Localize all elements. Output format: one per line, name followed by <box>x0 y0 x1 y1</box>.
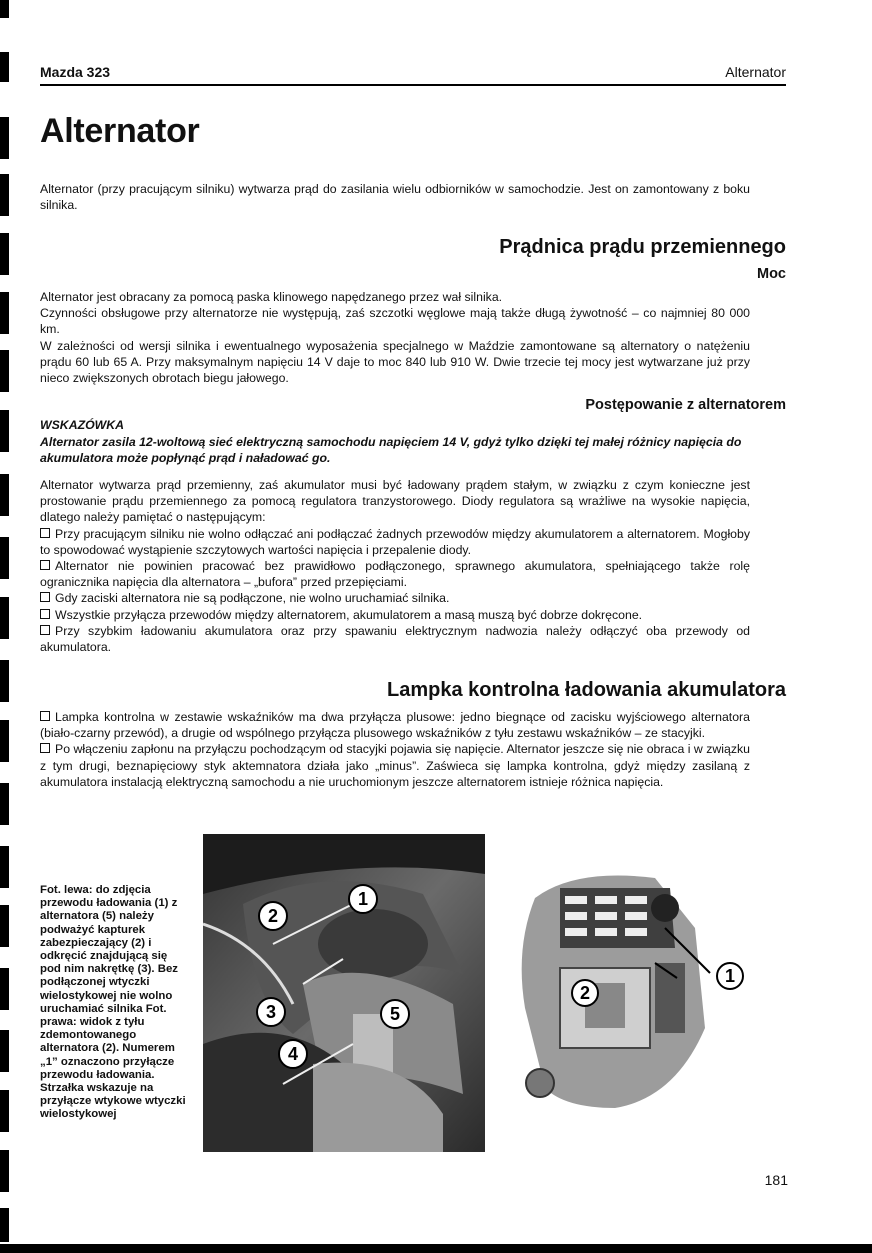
binder-mark <box>0 660 9 702</box>
page-number: 181 <box>764 1172 788 1188</box>
page-title: Alternator <box>40 112 200 150</box>
callout-label: 1 <box>357 889 369 909</box>
header-rule <box>40 84 786 86</box>
binder-mark <box>0 1030 9 1072</box>
section1-body <box>40 289 750 386</box>
running-header-chapter: Alternator <box>725 64 786 80</box>
binder-mark <box>0 0 9 18</box>
running-header-book: Mazda 323 <box>40 64 111 80</box>
photo-alternator-installed <box>203 834 485 1152</box>
binder-mark <box>0 117 9 159</box>
binder-mark <box>0 597 9 639</box>
checkbox-bullet-icon <box>40 609 50 619</box>
binder-mark <box>0 1150 9 1192</box>
binder-mark <box>0 783 9 825</box>
figure-caption: Fot. lewa: do zdjęcia przewodu ładowania (1) z alternatora (5) należy podważyć kapturek zabezpieczający (2) i odkręcić znajdującą się pod nim nakrętkę (3). Bez podłączonej wtyczki wielostykowej nie wolno uruchamiać silnika Fot. prawa: widok z tyłu zdemontowanego alternatora (2). Numerem „1” oznaczono przyłącze przewodu ładowania. Strzałka wskazuje na przyłącze wtykowe wtyczki wielostykowej <box>40 884 186 1121</box>
note-label: WSKAZÓWKA <box>40 418 125 432</box>
binder-mark <box>0 720 9 762</box>
list-item: Przy pracującym silniku nie wolno odłączać ani podłączać żadnych przewodów między akumulatorem a alternatorem. Mogłoby to spowodować wystąpienie szczytowych wartości napięcia i przepalenie diody. <box>40 526 750 557</box>
page-bottom-edge <box>0 1244 872 1253</box>
binder-mark <box>0 52 9 82</box>
checkbox-bullet-icon <box>40 560 50 570</box>
section-heading-charge-lamp: Lampka kontrolna ładowania akumulatora <box>387 679 786 701</box>
list-item: Lampka kontrolna w zestawie wskaźników ma dwa przyłącza plusowe: jedno biegnące od zacisku wyjściowego alternatora (biało-czarny przewód), a drugie od wspólnego przyłącza plusowego wskaźników z tyłu zestawu wskaźników – ze stacyjki. <box>40 710 750 741</box>
binder-mark <box>0 905 9 947</box>
list-item: Gdy zaciski alternatora nie są podłączone, nie wolno uruchamiać silnika. <box>40 590 750 606</box>
callout-label: 2 <box>267 906 279 926</box>
list-item: Wszystkie przyłącza przewodów między alternatorem, akumulatorem a masą muszą być dobrze dokręcone. <box>40 607 750 623</box>
paragraph: Alternator wytwarza prąd przemienny, zaś akumulator musi być ładowany prądem stałym, w związku z czym konieczne jest prostowanie prądu przemiennego za pomocą regulatora tranzystorowego. Diody regulatora są wrażliwe na wysokie napięcia, dlatego należy pamiętać o następującym: <box>40 478 750 525</box>
binder-mark <box>0 410 9 452</box>
checkbox-bullet-icon <box>40 711 50 721</box>
binder-mark <box>0 1208 9 1242</box>
list-item: Alternator nie powinien pracować bez prawidłowo podłączonego, sprawnego akumulatora, spełniającego także rolę ogranicznika napięcia dla alternatora – „bufora” przed przepięciami. <box>40 559 750 590</box>
callout-label: 1 <box>724 966 736 986</box>
binder-mark <box>0 292 9 334</box>
section-heading-handling: Postępowanie z alternatorem <box>585 397 786 413</box>
checkbox-bullet-icon <box>40 625 50 635</box>
intro-paragraph: Alternator (przy pracującym silniku) wytwarza prąd do zasilania wielu odbiorników w samochodzie. Jest on zamontowany z boku silnika. <box>40 182 750 213</box>
binder-mark <box>0 968 9 1010</box>
paragraph: Czynności obsługowe przy alternatorze nie występują, zaś szczotki węglowe mają także długą żywotność – co najmniej 80 000 km. <box>40 306 750 337</box>
binder-mark <box>0 233 9 275</box>
binder-mark <box>0 474 9 516</box>
subheading-power: Moc <box>757 266 786 282</box>
binder-mark <box>0 537 9 579</box>
paragraph: Alternator jest obracany za pomocą paska klinowego napędzanego przez wał silnika. <box>40 290 503 304</box>
photo-alternator-rear-view <box>505 868 745 1128</box>
checkbox-bullet-icon <box>40 743 50 753</box>
paragraph: W zależności od wersji silnika i ewentualnego wyposażenia specjalnego w Maździe zamontowane są alternatory o natężeniu prądu 60 lub 65 A. Przy maksymalnym napięciu 14 V daje to moc 840 lub 910 W. Dwie trzecie tej mocy jest wytwarzane już przy nieco zwiększonych obrotach biegu jałowego. <box>40 338 750 386</box>
section3-body <box>40 709 750 790</box>
checkbox-bullet-icon <box>40 528 50 538</box>
binder-mark <box>0 846 9 888</box>
section-heading-alternating-current: Prądnica prądu przemiennego <box>499 236 786 258</box>
list-item: Po włączeniu zapłonu na przyłączu pochodzącym od stacyjki pojawia się napięcie. Alternator jeszcze się nie obraca i w związku z tym drugi, beznapięciowy styk aktemnatora działa jako „minus”. Zaświeca się lampka kontrolna, gdyż między zasilaną z akumulatora instalacją elektryczną samochodu a nie uruchomionym jeszcze alternatorem istnieje różnica napięcia. <box>40 742 750 789</box>
list-item: Przy szybkim ładowaniu akumulatora oraz przy spawaniu elektrycznym nadwozia należy odłączyć oba przewody od akumulatora. <box>40 623 750 655</box>
binder-mark <box>0 350 9 392</box>
binder-mark <box>0 1090 9 1132</box>
callout-label: 2 <box>579 983 591 1003</box>
callout-label: 4 <box>287 1044 299 1064</box>
callout-label: 5 <box>389 1004 401 1024</box>
checkbox-bullet-icon <box>40 592 50 602</box>
binder-mark <box>0 174 9 216</box>
section2-body <box>40 477 750 655</box>
callout-label: 3 <box>265 1002 277 1022</box>
note-text: Alternator zasila 12-woltową sieć elektryczną samochodu napięciem 14 V, gdyż tylko dzięki tej małej różnicy napięcia do akumulatora może popłynąć prąd i naładować go. <box>40 435 742 466</box>
